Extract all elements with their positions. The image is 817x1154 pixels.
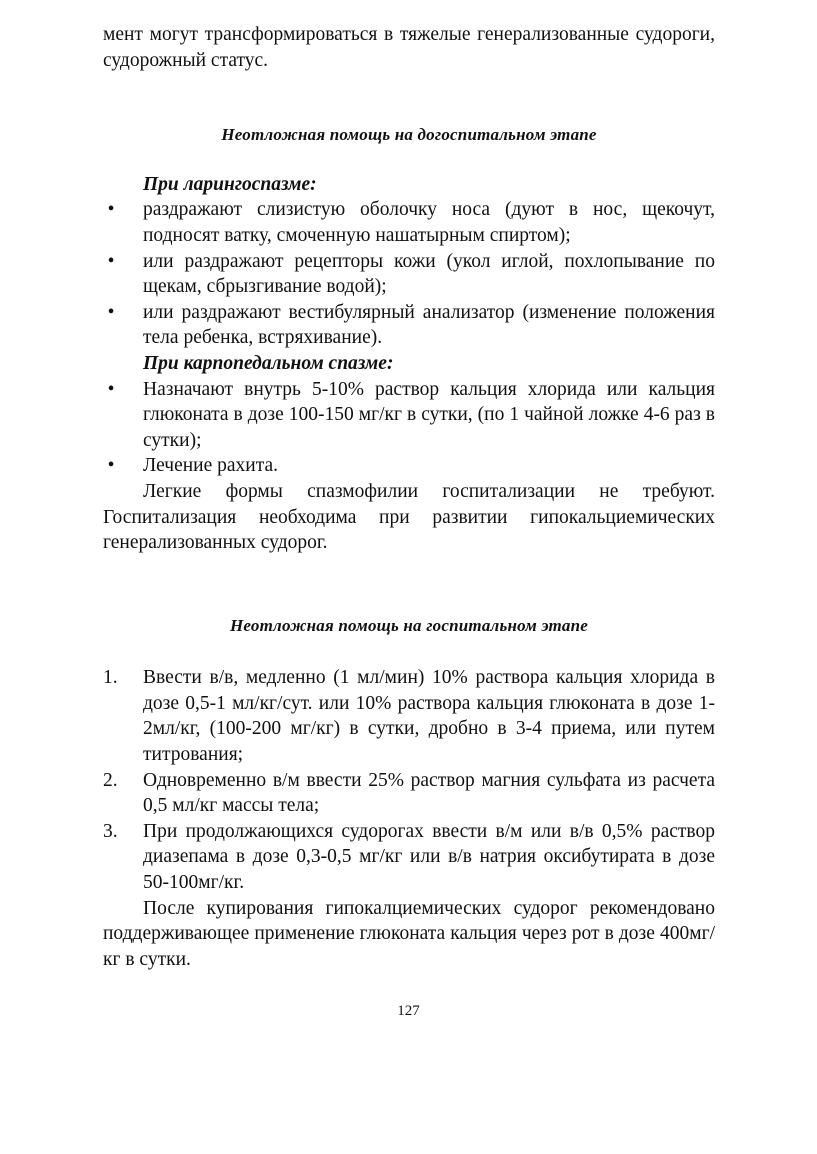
list-item-text: Назначают внутрь 5-10% раствор кальция хлорида или кальция глюконата в дозе 100-150 мг/кг в сутки, (по 1 чайной ложке 4-6 раз в сутки); xyxy=(143,378,715,451)
list-item xyxy=(103,197,715,248)
list-item xyxy=(103,453,715,479)
bullet-icon: • xyxy=(107,250,115,272)
list-item xyxy=(103,665,715,767)
bullet-icon: • xyxy=(107,301,115,323)
page-number: 127 xyxy=(397,1003,420,1019)
subheading-carpopedal-spasm: При карпопедальном спазме: xyxy=(143,352,394,374)
subheading-laryngospasm: При ларингоспазме: xyxy=(143,173,317,195)
bullet-icon: • xyxy=(107,455,115,477)
list-number: 1. xyxy=(103,667,118,689)
list-item xyxy=(103,768,715,819)
list-item-text: При продолжающихся судорогах ввести в/м или в/в 0,5% раствор диазепама в дозе 0,3-0,5 мг/кг или в/в натрия оксибутирата в дозе 50-100мг/кг. xyxy=(143,820,715,894)
intro-paragraph: мент могут трансформироваться в тяжелые генерализованные судороги, судорожный статус. xyxy=(103,24,715,71)
list-number: 2. xyxy=(103,769,118,791)
list-item xyxy=(103,300,715,351)
list-item-text: Ввести в/в, медленно (1 мл/мин) 10% раствора кальция хлорида в дозе 0,5-1 мл/кг/сут. или 10% раствора кальция глюконата в дозе 1-2мл/кг, (100-200 мг/кг) в сутки, дробно в 3-4 приема, или путем титрования; xyxy=(143,667,715,766)
list-item-text: раздражают слизистую оболочку носа (дуют в нос, щекочут, подносят ватку, смоченную нашатырным спиртом); xyxy=(143,199,715,246)
maintenance-paragraph: После купирования гипокалциемических судорог рекомендовано поддерживающее применение глюконата кальция через рот в дозе 400мг/кг в сутки. xyxy=(103,897,715,970)
list-item xyxy=(103,819,715,896)
list-item-text: или раздражают рецепторы кожи (укол иглой, похлопывание по щекам, сбрызгивание водой); xyxy=(143,250,715,298)
laryngospasm-list xyxy=(103,197,715,351)
list-item-text: или раздражают вестибулярный анализатор (изменение положения тела ребенка, встряхивание). xyxy=(143,301,715,349)
bullet-icon: • xyxy=(107,199,115,221)
section-heading-hospital: Неотложная помощь на госпитальном этапе xyxy=(229,615,588,635)
list-number: 3. xyxy=(103,820,118,842)
carpopedal-list xyxy=(103,377,715,479)
hospitalization-paragraph: Легкие формы спазмофилии госпитализации не требуют. Госпитализация необходима при развитии гипокальциемических генерализованных судорог. xyxy=(103,480,715,554)
section-heading-prehospital: Неотложная помощь на догоспитальном этапе xyxy=(221,125,597,145)
list-item xyxy=(103,249,715,300)
page-content xyxy=(103,22,715,972)
hospital-steps-list xyxy=(103,665,715,895)
list-item xyxy=(103,377,715,454)
list-item-text: Одновременно в/м ввести 25% раствор магния сульфата из расчета 0,5 мл/кг массы тела; xyxy=(143,769,715,817)
list-item-text: Лечение рахита. xyxy=(143,455,279,477)
bullet-icon: • xyxy=(107,378,115,400)
